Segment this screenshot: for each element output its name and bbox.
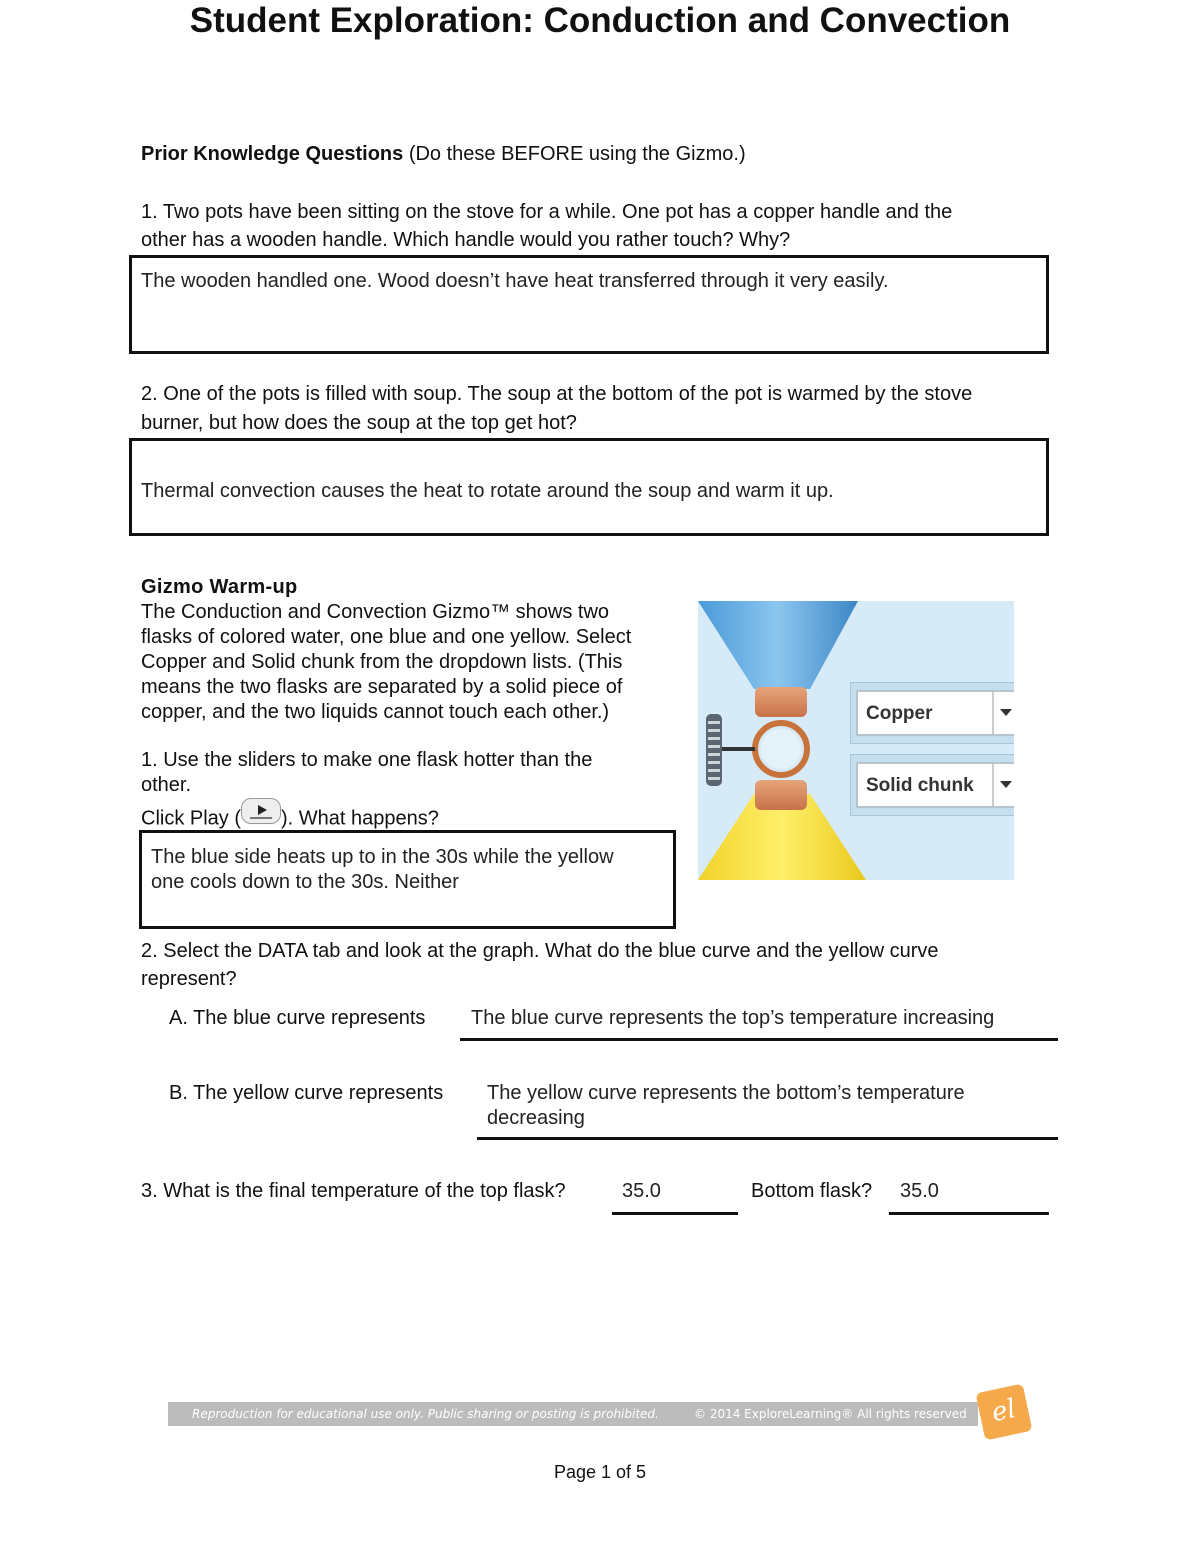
- material-dropdown[interactable]: [856, 690, 1014, 736]
- dropdown-divider: [992, 764, 994, 806]
- page-number: Page 1 of 5: [553, 1462, 647, 1482]
- prior-knowledge-note: (Do these BEFORE using the Gizmo.): [408, 143, 746, 165]
- q2a-answer[interactable]: The blue curve represents the top’s temperature increasing: [471, 1007, 995, 1029]
- q2b-answer-line1[interactable]: The yellow curve represents the bottom’s temperature: [487, 1082, 965, 1104]
- warmup-answer-box-1[interactable]: [139, 830, 676, 929]
- warmup-answer-1-line2: one cools down to the 30s. Neither: [151, 871, 459, 893]
- prior-answer-box-1[interactable]: [129, 255, 1049, 354]
- footer-notice: Reproduction for educational use only. Public sharing or posting is prohibited.: [192, 1407, 659, 1421]
- q2a-underline: [460, 1038, 1058, 1041]
- play-button-icon: [241, 798, 281, 824]
- chevron-down-icon: [1000, 709, 1012, 719]
- dropdown-divider: [992, 692, 994, 734]
- prior-answer-box-2[interactable]: [129, 438, 1049, 536]
- q2a-label: A. The blue curve represents: [169, 1007, 426, 1029]
- warmup-q2-line2: represent?: [141, 968, 237, 990]
- q3-label: 3. What is the final temperature of the top flask?: [141, 1180, 566, 1202]
- explorelearning-logo: el: [976, 1384, 1033, 1441]
- warmup-intro-line: Copper and Solid chunk from the dropdown lists. (This: [141, 651, 623, 673]
- prior-answer-1: The wooden handled one. Wood doesn’t have heat transferred through it very easily.: [141, 270, 889, 292]
- warmup-intro-line: flasks of colored water, one blue and one yellow. Select: [141, 626, 632, 648]
- footer-copyright: © 2014 ExploreLearning® All rights reserved: [694, 1407, 967, 1421]
- warmup-intro-line: means the two flasks are separated by a solid piece of: [141, 676, 623, 698]
- q3-top-answer[interactable]: 35.0: [622, 1180, 661, 1202]
- warmup-intro-line: The Conduction and Convection Gizmo™ shows two: [141, 601, 610, 623]
- prior-knowledge-heading-row: [141, 142, 746, 167]
- warmup-q1-line1: 1. Use the sliders to make one flask hotter than the: [141, 749, 593, 771]
- warmup-intro-line: copper, and the two liquids cannot touch each other.): [141, 701, 610, 723]
- prior-q2-line1: 2. One of the pots is filled with soup. The soup at the bottom of the pot is warmed by the stove: [141, 383, 973, 405]
- warmup-intro: [141, 600, 631, 725]
- gizmo-screenshot: [698, 601, 1014, 880]
- click-play-suffix: ). What happens?: [281, 807, 439, 830]
- q2b-underline: [477, 1137, 1058, 1140]
- warmup-answer-1-line1: The blue side heats up to in the 30s while the yellow: [151, 846, 614, 868]
- click-play-prefix: Click Play (: [141, 807, 242, 830]
- click-play-instruction: [141, 806, 439, 832]
- material-dropdown-value: Copper: [866, 703, 933, 724]
- shape-dropdown[interactable]: [856, 762, 1014, 808]
- prior-q1-line1: 1. Two pots have been sitting on the stove for a while. One pot has a copper handle and the: [141, 201, 953, 223]
- prior-q2-line2: burner, but how does the soup at the top get hot?: [141, 412, 577, 434]
- warmup-heading: Gizmo Warm-up: [141, 576, 298, 598]
- q3-top-underline: [612, 1212, 738, 1215]
- chevron-down-icon: [1000, 781, 1012, 791]
- page-title: Student Exploration: Conduction and Convection: [189, 1, 1011, 40]
- prior-knowledge-heading: Prior Knowledge Questions: [141, 143, 404, 165]
- prior-answer-2: Thermal convection causes the heat to rotate around the soup and warm it up.: [141, 480, 834, 502]
- shape-dropdown-value: Solid chunk: [866, 775, 974, 796]
- q2b-label: B. The yellow curve represents: [169, 1082, 444, 1104]
- footer-bar: [168, 1402, 978, 1426]
- warmup-q1-line2: other.: [141, 774, 192, 796]
- q3-bottom-label: Bottom flask?: [751, 1180, 873, 1202]
- q3-bottom-answer[interactable]: 35.0: [900, 1180, 939, 1202]
- warmup-q2-line1: 2. Select the DATA tab and look at the graph. What do the blue curve and the yellow curve: [141, 940, 939, 962]
- prior-q1-line2: other has a wooden handle. Which handle would you rather touch? Why?: [141, 229, 791, 251]
- q2b-answer-line2[interactable]: decreasing: [487, 1107, 585, 1129]
- q3-bottom-underline: [889, 1212, 1049, 1215]
